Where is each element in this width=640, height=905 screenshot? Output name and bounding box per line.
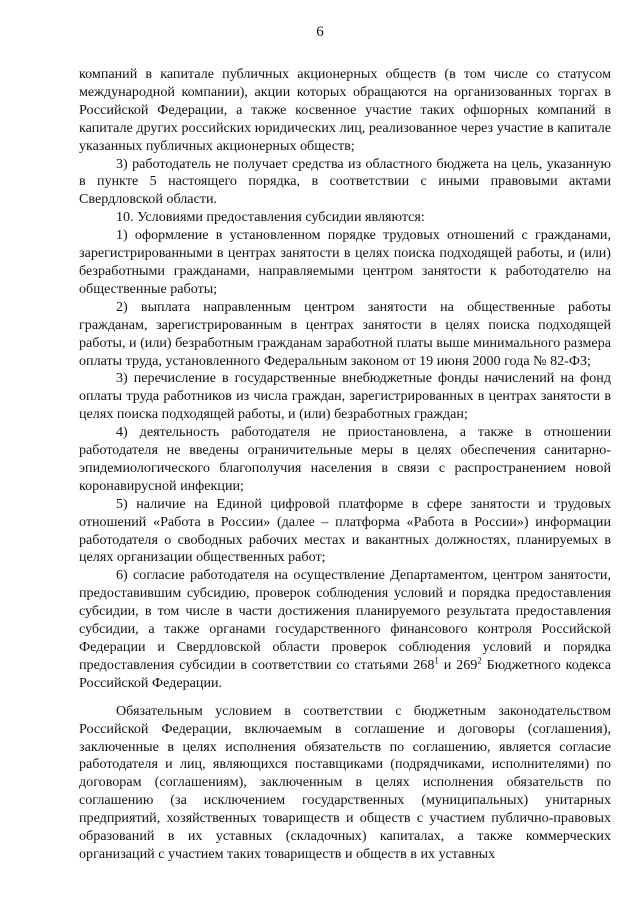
paragraph-condition-3: 3) перечисление в государственные внебюджетные фонды начислений на фонд оплаты труда работников из числа граждан, зарегистрированных в центрах занятости в целях поиска подходящей работы, и (или) безработных граждан;	[79, 370, 611, 423]
paragraph-condition-2: 2) выплата направленным центром занятости на общественные работы гражданам, зарегистрированным в центрах занятости в целях поиска подходящей работы, и (или) безработным гражданам заработной платы выше минимального размера оплаты труда, установленного Федеральным законом от 19 июня 2000 года № 82-ФЗ;	[79, 298, 611, 369]
paragraph-mandatory-condition: Обязательным условием в соответствии с бюджетным законодательством Российской Федерации, включаемым в соглашение и договоры (соглашения), заключенные в целях исполнения обязательств по соглашению, является согласие работодателя и лиц, являющихся поставщиками (подрядчиками, исполнителями) по договорам (соглашениям), заключенным в целях исполнения обязательств по соглашению (за исключением государственных (муниципальных) унитарных предприятий, хозяйственных товариществ и обществ с участием публично-правовых образований в их уставных (складочных) капиталах, а также коммерческих организаций с участием таких товариществ и обществ в их уставных	[79, 702, 611, 862]
article-269-superscript: 2	[477, 655, 482, 666]
paragraph-offshore-continuation: компаний в капитале публичных акционерных обществ (в том числе со статусом международной компании), акции которых обращаются на организованных торгах в Российской Федерации, а также косвенное участие таких офшорных компаний в капитале других российских юридических лиц, реализованное через участие в капитале указанных публичных акционерных обществ;	[79, 66, 611, 154]
paragraph-condition-1: 1) оформление в установленном порядке трудовых отношений с гражданами, зарегистрированными в центрах занятости в целях поиска подходящей работы, и (или) безработными гражданами, направляемыми центром занятости к работодателю на общественные работы;	[79, 227, 611, 297]
paragraph-condition-6	[79, 567, 611, 692]
condition-6-text-after: Бюджетного кодекса Российской Федерации.	[79, 656, 611, 691]
paragraph-condition-5: 5) наличие на Единой цифровой платформе в сфере занятости и трудовых отношений «Работа в России» (далее – платформа «Работа в России») информации работодателя о свободных рабочих местах и вакантных должностях, планируемых в целях организации общественных работ;	[79, 495, 611, 566]
document-body	[79, 66, 611, 864]
paragraph-item-3-budget: 3) работодатель не получает средства из областного бюджета на цель, указанную в пункте 5 настоящего порядка, в соответствии с иными правовыми актами Свердловской области.	[79, 155, 611, 208]
condition-6-text-before: 6) согласие работодателя на осуществление Департаментом, центром занятости, предоставившим субсидию, проверок соблюдения условий и порядка предоставления субсидии, в том числе в части достижения планируемого результата предоставления субсидии, а также органами государственного финансового контроля Российской Федерации и Свердловской области проверок соблюдения условий и порядка предоставления субсидии в соответствии со статьями 268	[79, 567, 611, 673]
paragraph-section-10-heading: 10. Условиями предоставления субсидии являются:	[116, 209, 425, 226]
article-268-superscript: 1	[434, 655, 439, 666]
paragraph-condition-4: 4) деятельность работодателя не приостановлена, а также в отношении работодателя не введены ограничительные меры в целях обеспечения санитарно-эпидемиологического благополучия населения в связи с распространением новой коронавирусной инфекции;	[79, 424, 611, 494]
page-number: 6	[316, 24, 324, 40]
condition-6-text-middle: и 269	[438, 656, 478, 673]
